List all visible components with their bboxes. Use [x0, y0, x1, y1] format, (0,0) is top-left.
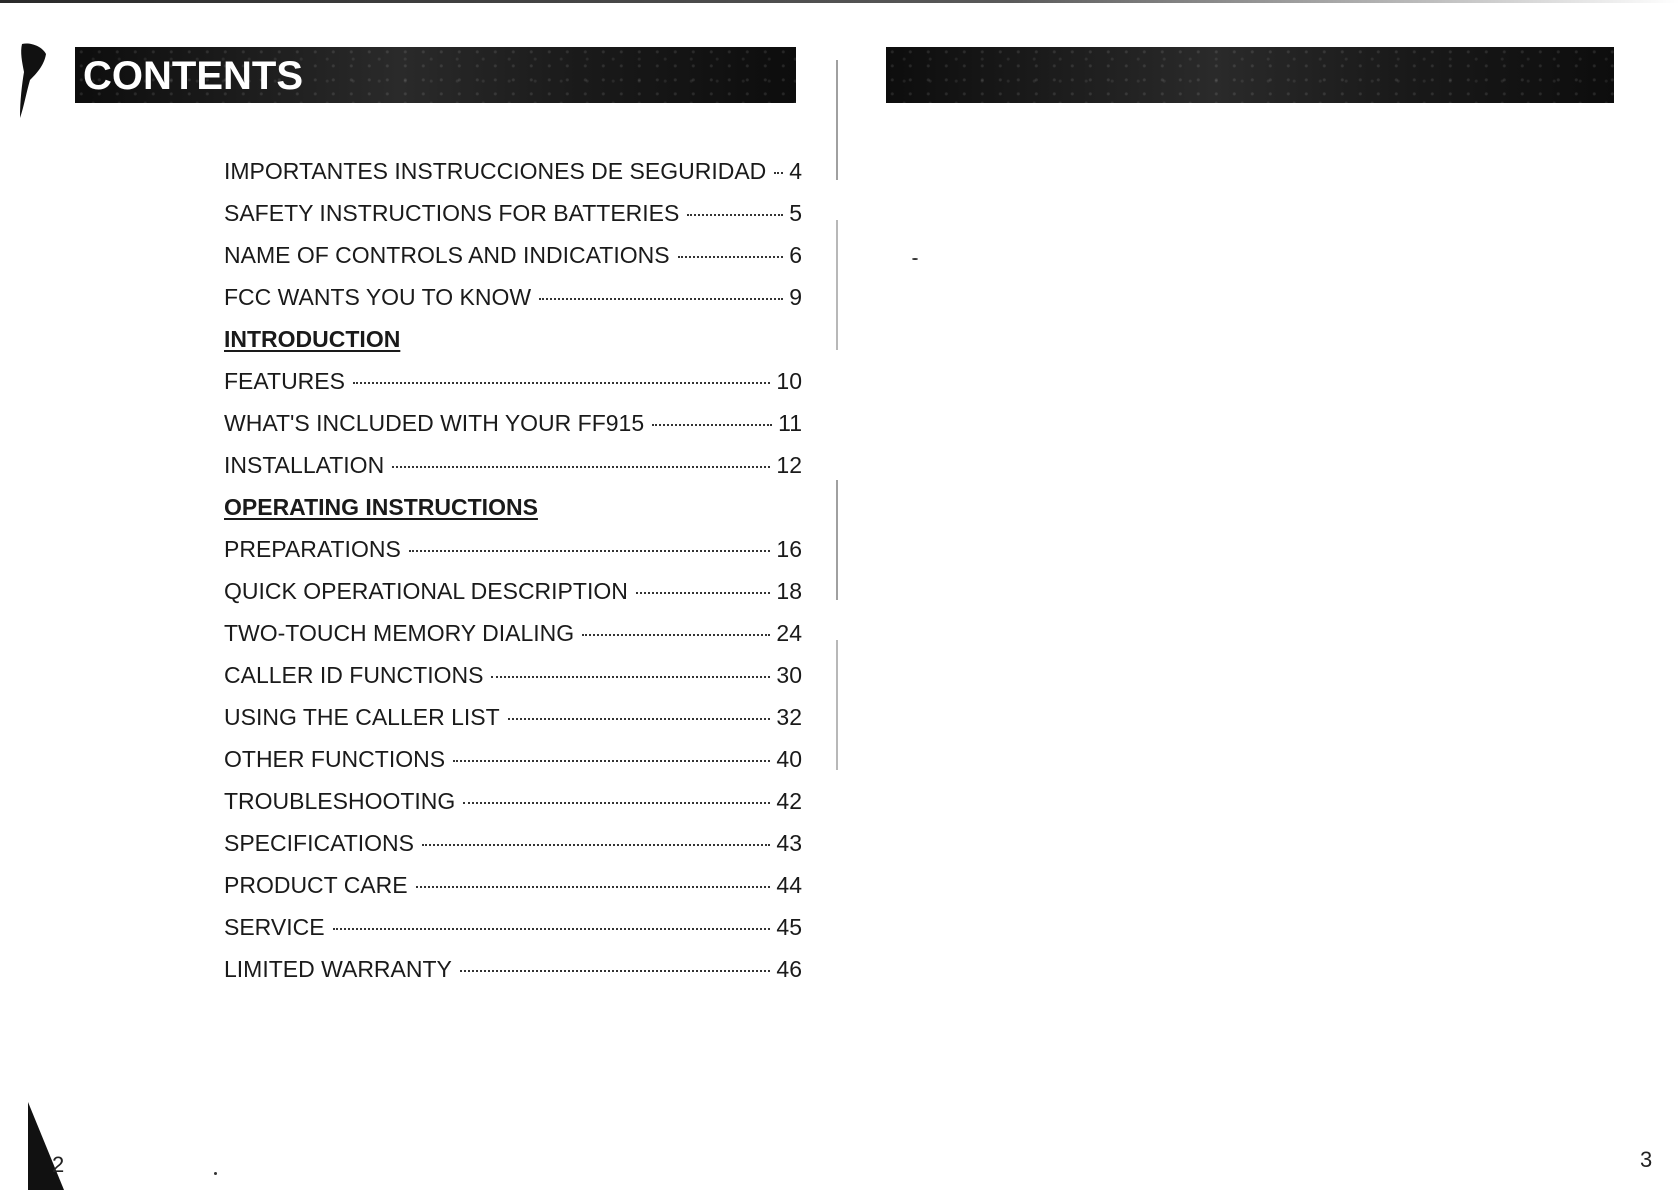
toc-entry-label: TROUBLESHOOTING	[224, 788, 456, 814]
toc-entry	[224, 780, 802, 822]
toc-entry-label: QUICK OPERATIONAL DESCRIPTION	[224, 578, 628, 604]
toc-entry-page: 43	[776, 830, 802, 856]
toc-entry-label: FCC WANTS YOU TO KNOW	[224, 284, 532, 310]
toc-entry	[224, 822, 802, 864]
toc-entry-label: WHAT'S INCLUDED WITH YOUR FF915	[224, 410, 645, 436]
toc-entry	[224, 360, 802, 402]
toc-entry-page: 46	[776, 956, 802, 982]
toc-dot-leader	[453, 760, 770, 762]
toc-dot-leader	[409, 550, 771, 552]
toc-entry-page: 10	[776, 368, 802, 394]
toc-entry-page: 12	[776, 452, 802, 478]
toc-dot-leader	[392, 466, 770, 468]
toc-dot-leader	[652, 424, 772, 426]
toc-entry-page: 16	[776, 536, 802, 562]
left-page-number: 2	[52, 1152, 65, 1177]
table-of-contents	[224, 150, 802, 990]
toc-entry-page: 30	[776, 662, 802, 688]
toc-entry-page: 11	[778, 410, 802, 436]
toc-entry	[224, 612, 802, 654]
toc-entry-label: USING THE CALLER LIST	[224, 704, 500, 730]
toc-section-heading: OPERATING INSTRUCTIONS	[224, 494, 538, 520]
toc-entry-label: FEATURES	[224, 368, 345, 394]
page-title: CONTENTS	[83, 54, 303, 98]
contents-header-bar	[75, 47, 796, 103]
toc-dot-leader	[774, 172, 783, 174]
toc-entry-label: SAFETY INSTRUCTIONS FOR BATTERIES	[224, 200, 680, 226]
toc-entry	[224, 150, 802, 192]
page-fold-line	[836, 60, 838, 860]
toc-entry	[224, 402, 802, 444]
toc-entry-page: 24	[776, 620, 802, 646]
toc-entry	[224, 906, 802, 948]
toc-dot-leader	[422, 844, 770, 846]
toc-entry-label: LIMITED WARRANTY	[224, 956, 452, 982]
toc-entry-page: 6	[789, 242, 802, 268]
toc-entry-page: 9	[789, 284, 802, 310]
toc-entry-label: NAME OF CONTROLS AND INDICATIONS	[224, 242, 670, 268]
bookmark-tab-mark	[16, 40, 50, 120]
toc-entry	[224, 948, 802, 990]
toc-entry-page: 40	[776, 746, 802, 772]
toc-dot-leader	[539, 298, 783, 300]
toc-entry	[224, 276, 802, 318]
toc-section-heading: INTRODUCTION	[224, 326, 401, 352]
toc-entry-page: 44	[776, 872, 802, 898]
toc-entry-label: INSTALLATION	[224, 452, 385, 478]
toc-dot-leader	[678, 256, 784, 258]
toc-entry-label: SPECIFICATIONS	[224, 830, 414, 856]
toc-dot-leader	[582, 634, 770, 636]
toc-dot-leader	[508, 718, 771, 720]
toc-entry-page: 45	[776, 914, 802, 940]
toc-entry-label: TWO-TOUCH MEMORY DIALING	[224, 620, 575, 646]
toc-entry-label: IMPORTANTES INSTRUCCIONES DE SEGURIDAD	[224, 158, 767, 184]
toc-entry-label: PREPARATIONS	[224, 536, 401, 562]
toc-entry	[224, 528, 802, 570]
toc-entry-page: 18	[776, 578, 802, 604]
toc-dot-leader	[463, 802, 770, 804]
toc-dot-leader	[636, 592, 771, 594]
toc-entry-page: 42	[776, 788, 802, 814]
scan-speck	[912, 258, 918, 260]
toc-entry	[224, 444, 802, 486]
toc-entry-page: 4	[789, 158, 802, 184]
toc-entry	[224, 192, 802, 234]
toc-entry	[224, 654, 802, 696]
toc-entry	[224, 234, 802, 276]
toc-dot-leader	[353, 382, 770, 384]
toc-entry-label: SERVICE	[224, 914, 325, 940]
toc-entry-label: CALLER ID FUNCTIONS	[224, 662, 484, 688]
right-page-header-bar	[886, 47, 1614, 103]
scan-speck	[214, 1172, 217, 1175]
toc-entry-label: PRODUCT CARE	[224, 872, 408, 898]
toc-entry-label: OTHER FUNCTIONS	[224, 746, 446, 772]
scan-top-edge	[0, 0, 1680, 3]
toc-entry-page: 5	[789, 200, 802, 226]
toc-dot-leader	[687, 214, 783, 216]
toc-entry	[224, 696, 802, 738]
toc-entry-page: 32	[776, 704, 802, 730]
right-page-number: 3	[1640, 1147, 1653, 1172]
toc-dot-leader	[416, 886, 771, 888]
toc-entry	[224, 864, 802, 906]
toc-dot-leader	[460, 970, 771, 972]
toc-entry	[224, 570, 802, 612]
toc-dot-leader	[333, 928, 771, 930]
toc-entry	[224, 738, 802, 780]
toc-dot-leader	[491, 676, 770, 678]
